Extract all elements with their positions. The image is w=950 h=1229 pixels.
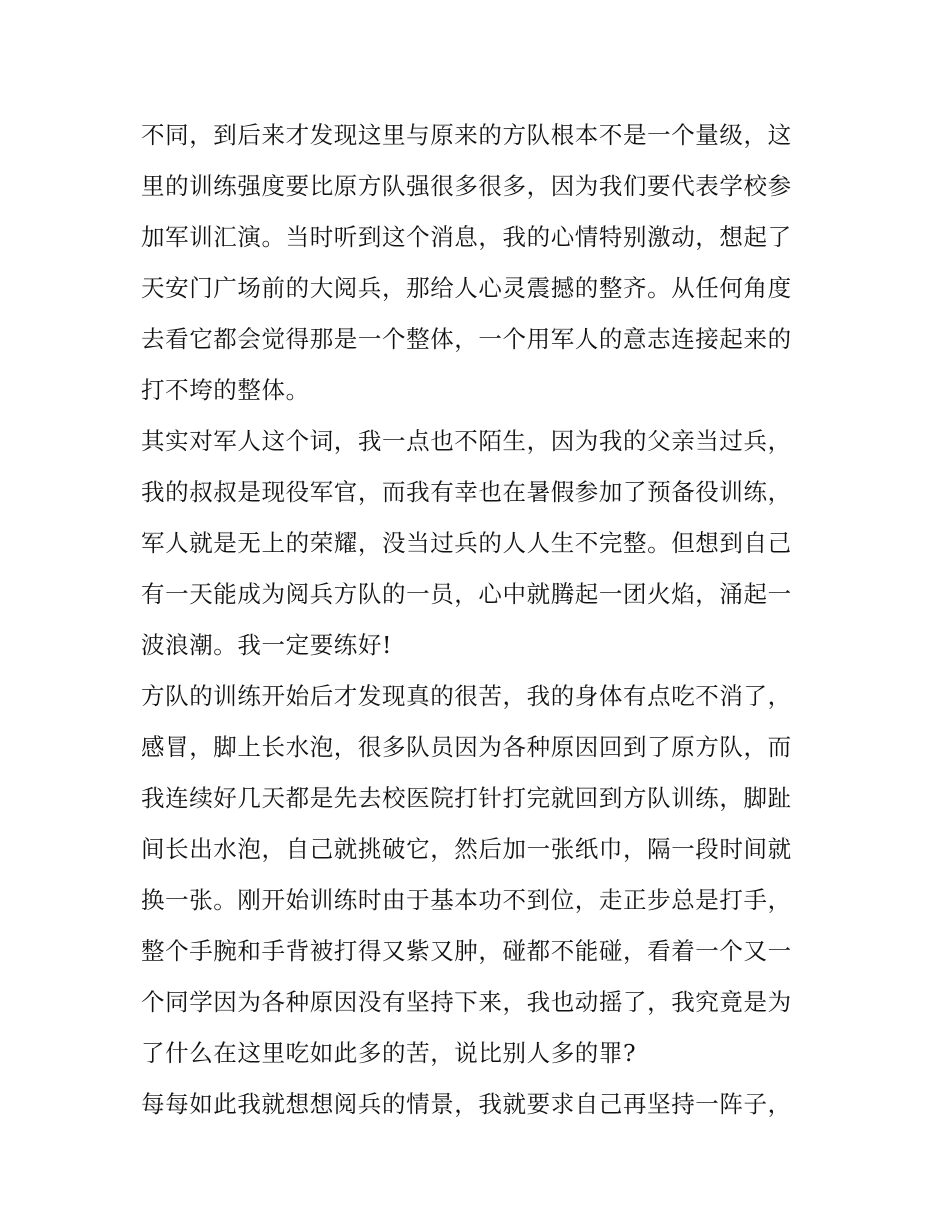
text-line: 我连续好几天都是先去校医院打针打完就回到方队训练，脚趾 bbox=[141, 784, 792, 812]
document-body bbox=[141, 110, 816, 1130]
text-line: 感冒，脚上长水泡，很多队员因为各种原因回到了原方队，而 bbox=[141, 733, 792, 761]
text-line: 方队的训练开始后才发现真的很苦，我的身体有点吃不消了， bbox=[141, 682, 792, 710]
text-line: 个同学因为各种原因没有坚持下来，我也动摇了，我究竟是为 bbox=[141, 988, 792, 1016]
text-line: 其实对军人这个词，我一点也不陌生，因为我的父亲当过兵， bbox=[141, 427, 792, 455]
text-line: 去看它都会觉得那是一个整体，一个用军人的意志连接起来的 bbox=[141, 325, 792, 353]
text-line: 里的训练强度要比原方队强很多很多，因为我们要代表学校参 bbox=[141, 172, 792, 200]
text-line: 整个手腕和手背被打得又紫又肿，碰都不能碰，看着一个又一 bbox=[141, 937, 792, 965]
text-line: 我的叔叔是现役军官，而我有幸也在暑假参加了预备役训练， bbox=[141, 478, 792, 506]
text-line: 军人就是无上的荣耀，没当过兵的人人生不完整。但想到自己 bbox=[141, 529, 792, 557]
text-line: 有一天能成为阅兵方队的一员，心中就腾起一团火焰，涌起一 bbox=[141, 580, 792, 608]
text-line: 间长出水泡，自己就挑破它，然后加一张纸巾，隔一段时间就 bbox=[141, 835, 792, 863]
text-line: 换一张。刚开始训练时由于基本功不到位，走正步总是打手， bbox=[141, 886, 792, 914]
text-line: 打不垮的整体。 bbox=[141, 376, 310, 404]
text-line: 不同，到后来才发现这里与原来的方队根本不是一个量级，这 bbox=[141, 121, 792, 149]
text-line: 每每如此我就想想阅兵的情景，我就要求自己再坚持一阵子， bbox=[141, 1090, 792, 1118]
text-line: 波浪潮。我一定要练好! bbox=[141, 631, 393, 659]
text-line: 加军训汇演。当时听到这个消息，我的心情特别激动，想起了 bbox=[141, 223, 792, 251]
text-line: 了什么在这里吃如此多的苦，说比别人多的罪? bbox=[141, 1039, 637, 1067]
text-line: 天安门广场前的大阅兵，那给人心灵震撼的整齐。从任何角度 bbox=[141, 274, 792, 302]
